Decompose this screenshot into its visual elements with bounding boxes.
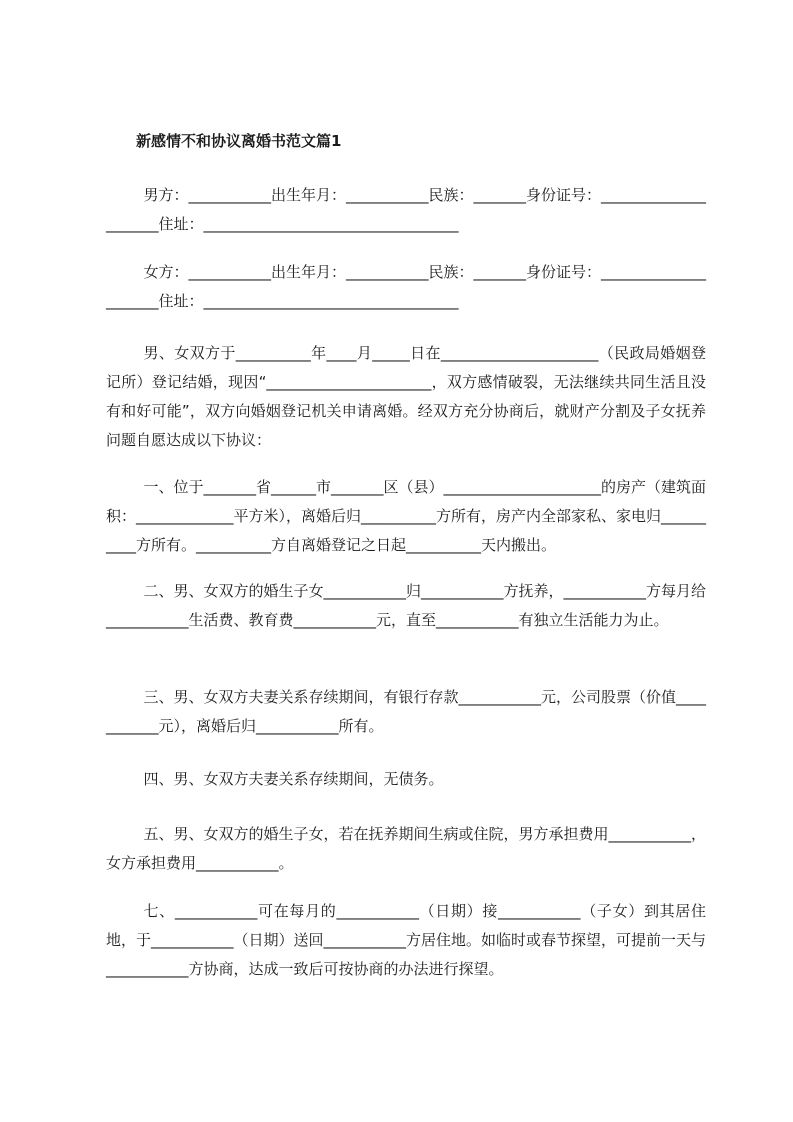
- paragraph-wife-info: 女方：___________出生年月：___________民族：_______身份证号：_____________________住址：__________________________________: [106, 263, 707, 310]
- paragraph-clause-property: 一、位于_______省______市_______区（县）_____________________的房产（建筑面积：_____________平方米），离婚后归__________方所有，房产内全部家私、家电归__________方所有。__________方自离婚登记之日起__________天内搬出。: [106, 478, 707, 554]
- paragraph-husband-info: 男方：___________出生年月：___________民族：_______身份证号：_____________________住址：__________________________________: [106, 186, 707, 233]
- paragraph-marriage-intro: 男、女双方于__________年____月_____日在_____________________（民政局婚姻登记所）登记结婚，现因“______________________，双方感情破裂，无法继续共同生活且没有和好可能”，双方向婚姻登记机关申请离婚。经双方充分协商后，就财产分割及子女抚养问题自愿达成以下协议：: [106, 344, 706, 449]
- document-title: 新感情不和协议离婚书范文篇1: [136, 132, 342, 150]
- paragraph-clause-debts: 四、男、女双方夫妻关系存续期间，无债务。: [143, 770, 444, 788]
- paragraph-clause-visitation: 七、___________可在每月的___________（日期）接___________（子女）到其居住地，于___________（日期）送回___________方居住地。如临时或春节探望，可提前一天与___________方协商，达成一致后可按协商的办法进行探望。: [106, 902, 707, 978]
- paragraph-clause-savings: 三、男、女双方夫妻关系存续期间，有银行存款___________元，公司股票（价值___________元），离婚后归___________所有。: [106, 688, 707, 735]
- paragraph-clause-custody: 二、男、女双方的婚生子女___________归___________方抚养，___________方每月给___________生活费、教育费___________元，直至___________有独立生活能力为止。: [106, 582, 707, 629]
- paragraph-clause-medical: 五、男、女双方的婚生子女，若在抚养期间生病或住院，男方承担费用___________，女方承担费用___________。: [106, 825, 707, 872]
